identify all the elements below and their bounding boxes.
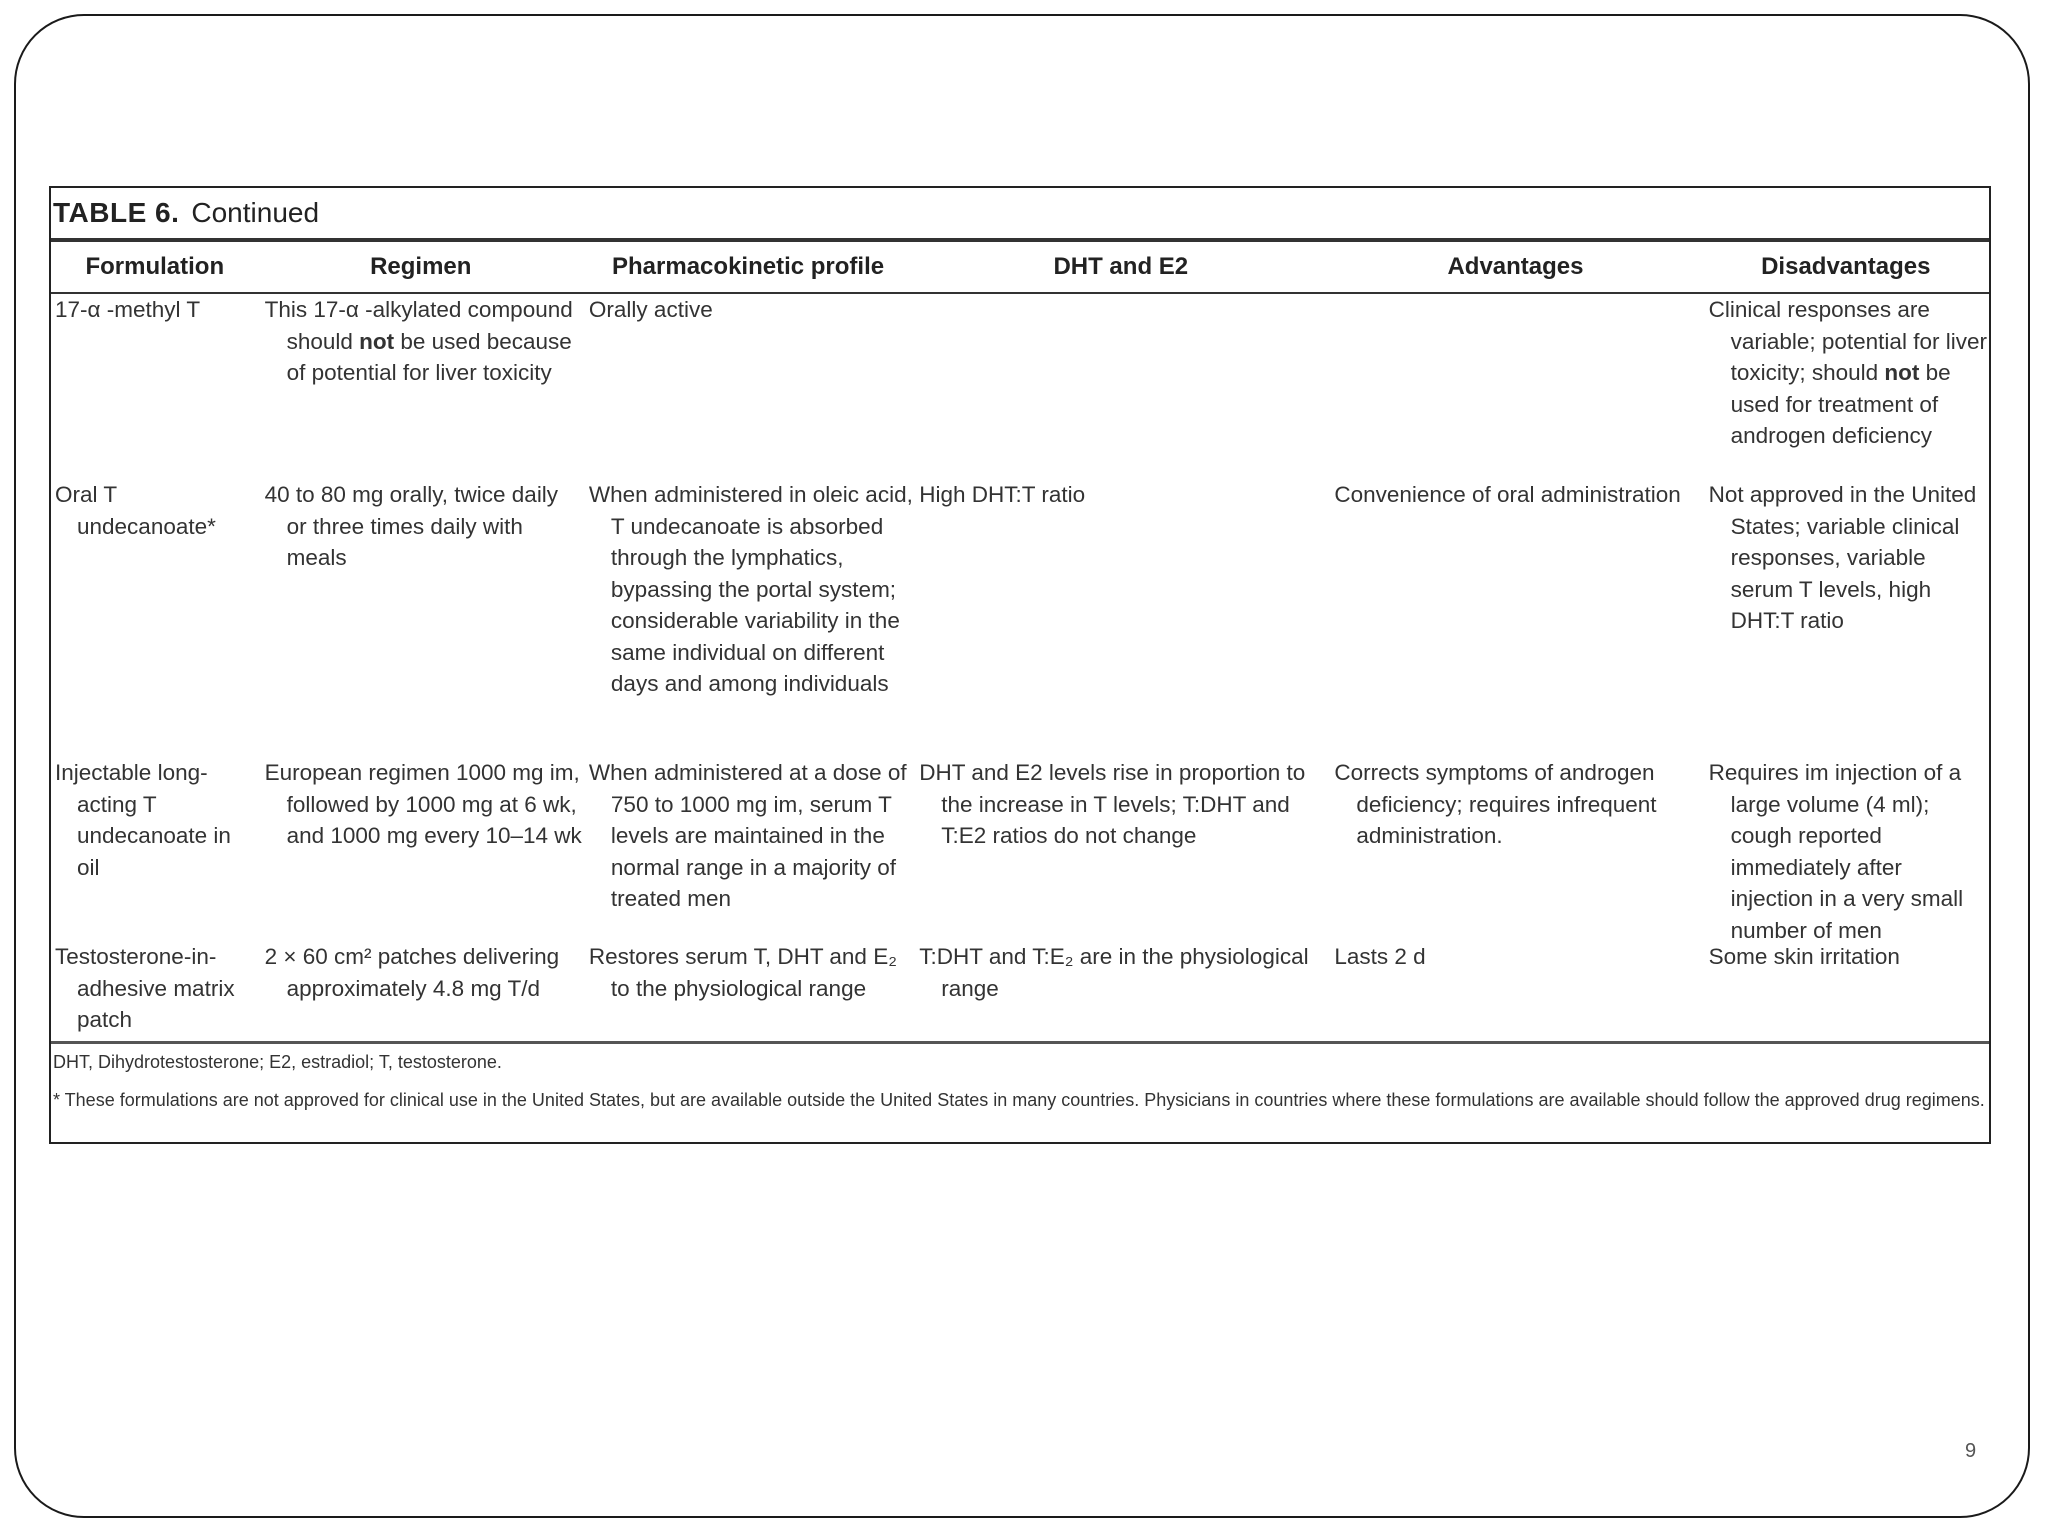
cell-regimen: 2 × 60 cm² patches delivering approximately 4.8 mg T/d: [264, 944, 560, 1001]
page-number: 9: [1965, 1440, 1977, 1462]
header-pharmacokinetic-profile: Pharmacokinetic profile: [612, 253, 885, 280]
cell-advantages: Corrects symptoms of androgen deficiency; requires infrequent administration.: [1334, 760, 1657, 848]
cell-regimen: European regimen 1000 mg im, followed by 1000 mg at 6 wk, and 1000 mg every 10–14 wk: [264, 760, 582, 848]
cell-regimen: 40 to 80 mg orally, twice daily or three times daily with meals: [264, 482, 559, 570]
table-row: [51, 757, 1989, 941]
table-label: TABLE 6.: [53, 197, 180, 228]
disadvantages-emphasis: not: [1884, 360, 1920, 385]
cell-formulation: Oral T undecanoate*: [55, 482, 216, 539]
cell-pharmacokinetic-profile: Restores serum T, DHT and E₂ to the physiological range: [588, 944, 897, 1001]
cell-formulation: Testosterone-in-adhesive matrix patch: [55, 944, 235, 1032]
footnote-asterisk: * These formulations are not approved for clinical use in the United States, but are available outside the United States in many countries. Physicians in countries where these formulations are available should follow the approved drug regimens.: [53, 1090, 1985, 1110]
cell-pharmacokinetic-profile: When administered at a dose of 750 to 1000 mg im, serum T levels are maintained in the normal range in a majority of treated men: [588, 760, 907, 911]
table-figure: [49, 186, 1991, 1144]
header-disadvantages: Disadvantages: [1761, 253, 1931, 280]
table-header-row: [51, 242, 1989, 294]
cell-dht-and-e2: [913, 294, 1328, 479]
table-row: [51, 294, 1989, 479]
cell-dht-and-e2: T:DHT and T:E₂ are in the physiological range: [919, 944, 1309, 1001]
regimen-text: This 17-α -alkylated compound should: [264, 297, 573, 354]
regimen-text-end: be used because of potential for liver toxicity: [286, 328, 572, 385]
cell-disadvantages: [1703, 294, 1989, 479]
table-row: [51, 479, 1989, 757]
cell-disadvantages: Not approved in the United States; variable clinical responses, variable serum T levels, high DHT:T ratio: [1708, 482, 1977, 633]
cell-pharmacokinetic-profile: When administered in oleic acid, T undecanoate is absorbed through the lymphatics, bypassing the portal system; considerable variability in the same individual on different days and among individuals: [588, 482, 913, 696]
header-regimen: Regimen: [370, 253, 472, 280]
header-advantages: Advantages: [1447, 253, 1584, 280]
cell-advantages: Convenience of oral administration: [1334, 482, 1681, 507]
table-title: [51, 188, 1989, 242]
cell-formulation: Injectable long-acting T undecanoate in oil: [55, 760, 231, 880]
cell-pharmacokinetic-profile: Orally active: [588, 297, 713, 322]
regimen-emphasis: not: [359, 328, 395, 354]
header-dht-and-e2: DHT and E2: [1053, 253, 1189, 280]
footnote-abbreviations: DHT, Dihydrotestosterone; E2, estradiol; T, testosterone.: [53, 1052, 502, 1072]
disadvantages-text: Clinical responses are variable; potential for liver toxicity; should: [1708, 297, 1987, 385]
cell-formulation: 17-α -methyl T: [55, 297, 201, 322]
cell-regimen: [259, 294, 583, 479]
table-subtitle: Continued: [191, 197, 320, 228]
cell-dht-and-e2: High DHT:T ratio: [919, 482, 1086, 507]
cell-disadvantages: Some skin irritation: [1708, 944, 1900, 969]
header-formulation: Formulation: [85, 253, 225, 280]
cell-dht-and-e2: DHT and E2 levels rise in proportion to the increase in T levels; T:DHT and T:E2 ratios do not change: [919, 760, 1306, 848]
cell-advantages: Lasts 2 d: [1334, 944, 1426, 969]
cell-advantages: [1328, 294, 1702, 479]
table-row: [51, 941, 1989, 1041]
cell-disadvantages: Requires im injection of a large volume (4 ml); cough reported immediately after injection in a very small number of men: [1708, 760, 1964, 943]
table-footnotes: [51, 1044, 1989, 1112]
disadvantages-text-end: be used for treatment of androgen deficiency: [1730, 360, 1951, 448]
